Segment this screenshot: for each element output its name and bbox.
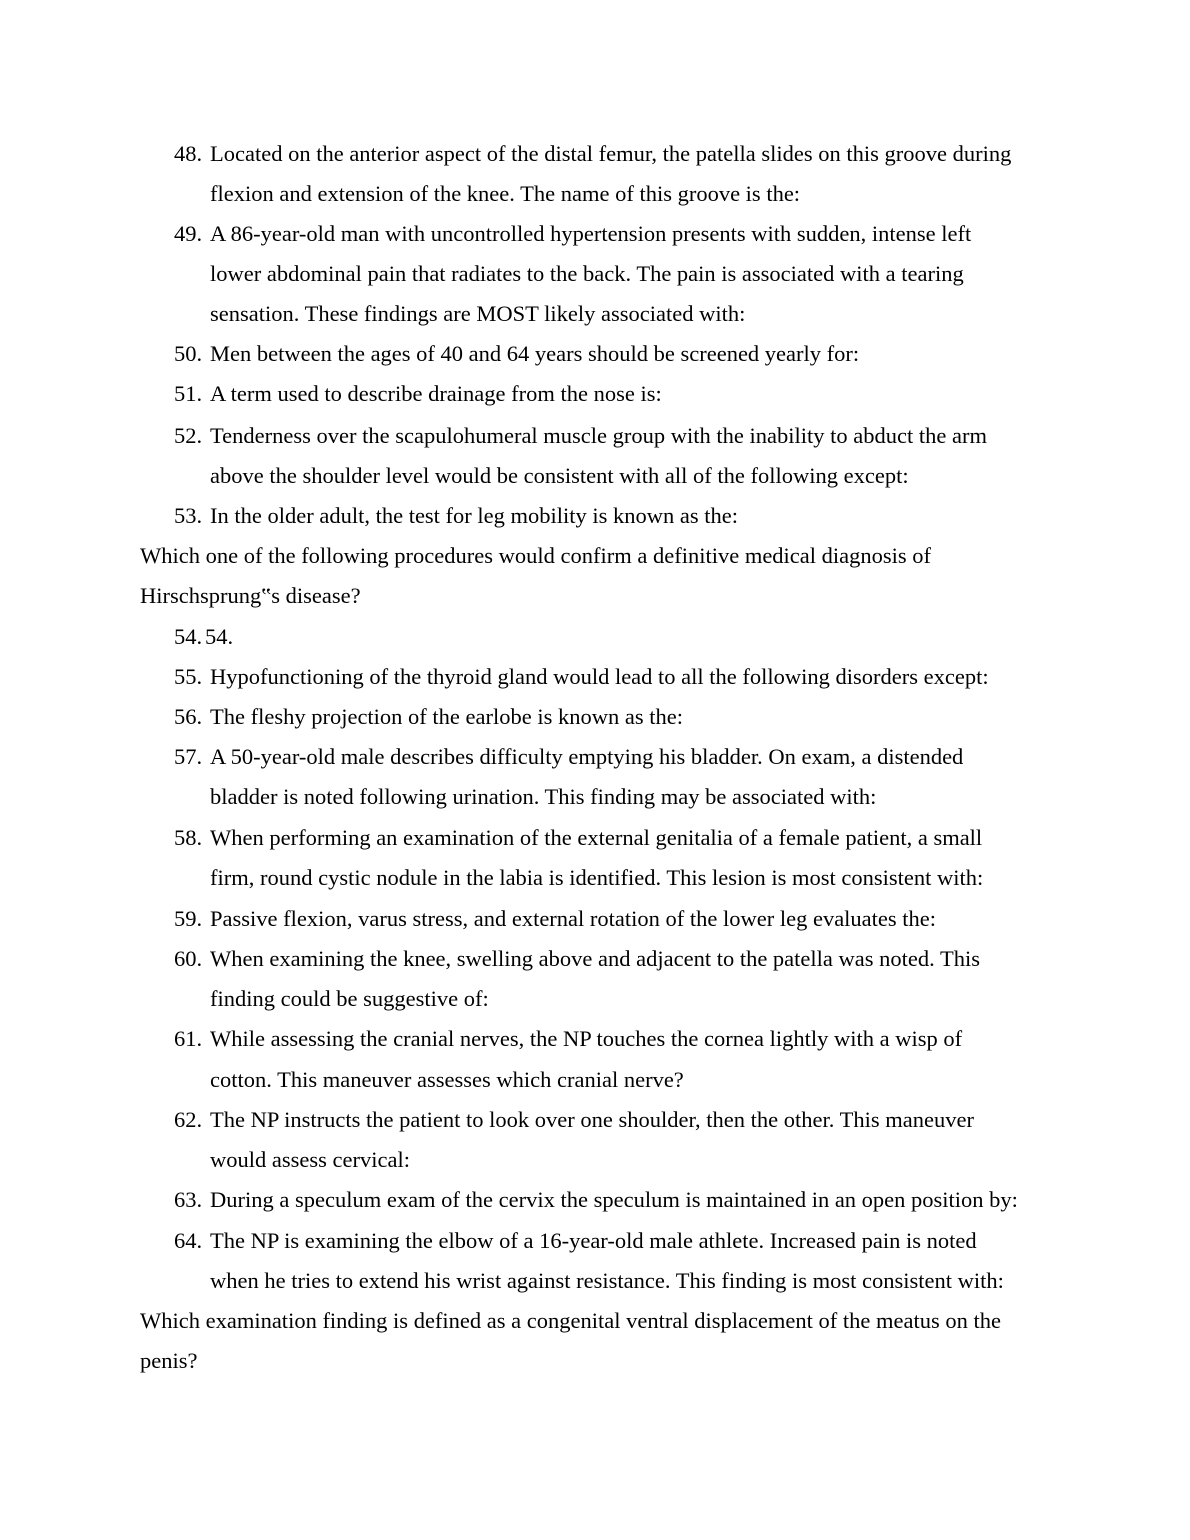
question-text-line: Located on the anterior aspect of the distal femur, the patella slides on this groove during — [210, 141, 1012, 166]
question-text-line: above the shoulder level would be consistent with all of the following except: — [210, 463, 909, 488]
question-number: 61. — [174, 1026, 203, 1051]
question-number: 50. — [174, 341, 203, 366]
question-text-line: Passive flexion, varus stress, and external rotation of the lower leg evaluates the: — [210, 906, 937, 931]
question-text-line: cotton. This maneuver assesses which cranial nerve? — [210, 1067, 684, 1092]
unnumbered-question-line: Which one of the following procedures would confirm a definitive medical diagnosis of — [140, 543, 932, 568]
question-text-line: sensation. These findings are MOST likely associated with: — [210, 301, 746, 326]
question-number: 56. — [174, 704, 203, 729]
question-text-line: when he tries to extend his wrist against resistance. This finding is most consistent with: — [210, 1268, 1004, 1293]
question-text-line: The NP instructs the patient to look over one shoulder, then the other. This maneuver — [210, 1107, 974, 1132]
question-text-line: When performing an examination of the external genitalia of a female patient, a small — [210, 825, 983, 850]
question-number: 54. — [174, 624, 203, 649]
question-number: 52. — [174, 423, 203, 448]
question-number: 49. — [174, 221, 203, 246]
question-text-line: The NP is examining the elbow of a 16-year-old male athlete. Increased pain is noted — [210, 1228, 977, 1253]
unnumbered-question-line: Which examination finding is defined as a congenital ventral displacement of the meatus on the — [140, 1308, 1001, 1333]
question-text-line: Tenderness over the scapulohumeral muscle group with the inability to abduct the arm — [210, 423, 987, 448]
question-text-line: A term used to describe drainage from the nose is: — [210, 381, 662, 406]
question-text-line: The fleshy projection of the earlobe is known as the: — [210, 704, 683, 729]
unnumbered-question-line: penis? — [140, 1348, 198, 1373]
question-text-line: A 50-year-old male describes difficulty emptying his bladder. On exam, a distended — [210, 744, 964, 769]
question-number: 55. — [174, 664, 203, 689]
question-number: 60. — [174, 946, 203, 971]
question-text-line: firm, round cystic nodule in the labia is identified. This lesion is most consistent with: — [210, 865, 984, 890]
question-text-line: When examining the knee, swelling above and adjacent to the patella was noted. This — [210, 946, 980, 971]
question-text-line: Hypofunctioning of the thyroid gland would lead to all the following disorders except: — [210, 664, 989, 689]
question-number: 64. — [174, 1228, 203, 1253]
question-number: 57. — [174, 744, 203, 769]
question-number: 62. — [174, 1107, 203, 1132]
question-number: 58. — [174, 825, 203, 850]
question-number: 53. — [174, 503, 203, 528]
question-text-line: In the older adult, the test for leg mobility is known as the: — [210, 503, 739, 528]
question-number: 51. — [174, 381, 203, 406]
question-number: 59. — [174, 906, 203, 931]
question-text-line: finding could be suggestive of: — [210, 986, 489, 1011]
question-text-line: Men between the ages of 40 and 64 years should be screened yearly for: — [210, 341, 860, 366]
unnumbered-question-line: Hirschsprung‟s disease? — [140, 583, 361, 608]
question-text-line: would assess cervical: — [210, 1147, 410, 1172]
question-text-line: flexion and extension of the knee. The name of this groove is the: — [210, 181, 801, 206]
question-text-line: During a speculum exam of the cervix the speculum is maintained in an open position by: — [210, 1187, 1018, 1212]
question-text-line: A 86-year-old man with uncontrolled hypertension presents with sudden, intense left — [210, 221, 972, 246]
question-number: 48. — [174, 141, 203, 166]
question-text-line: While assessing the cranial nerves, the NP touches the cornea lightly with a wisp of — [210, 1026, 963, 1051]
question-text-line: lower abdominal pain that radiates to the back. The pain is associated with a tearing — [210, 261, 964, 286]
question-text-line: bladder is noted following urination. This finding may be associated with: — [210, 784, 877, 809]
question-text-line: 54. — [205, 624, 234, 649]
question-number: 63. — [174, 1187, 203, 1212]
